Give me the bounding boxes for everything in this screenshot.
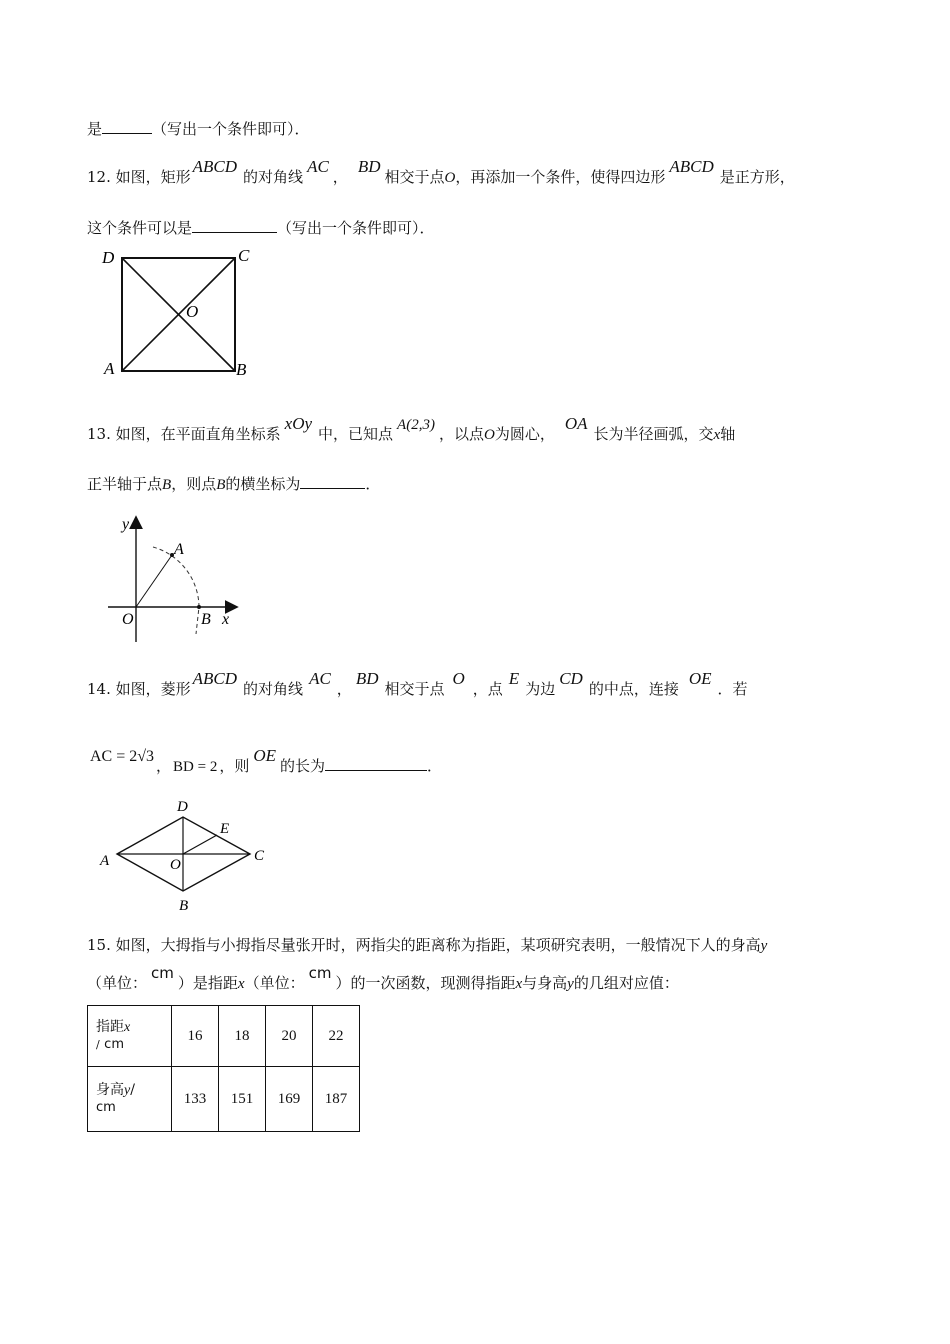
- q15-text: 如图，大拇指与小拇指尽量张开时，两指尖的距离称为指距，某项研究表明，一般情况下人的身高: [115, 936, 761, 954]
- table-row: [88, 1067, 360, 1132]
- q14-text: 相交于点: [384, 680, 445, 698]
- q14-line1: [87, 669, 748, 699]
- q15-math-x: x: [515, 976, 523, 992]
- q14-text: ，点: [472, 680, 503, 698]
- q15-number: 15.: [87, 936, 111, 954]
- q13-text: 正半轴于点: [87, 475, 163, 493]
- q15-unit-cm: cm: [308, 964, 332, 982]
- table-cell: 133: [172, 1067, 219, 1132]
- table-cell: 187: [313, 1067, 360, 1132]
- q15-text: ）的一次函数，现测得指距: [335, 974, 516, 992]
- q15-unit-cm: cm: [151, 964, 174, 982]
- q13-text: ，以点: [438, 425, 484, 443]
- q14-text: 为边: [525, 680, 556, 698]
- q11-line: [87, 119, 310, 139]
- label-a: A: [100, 853, 110, 869]
- table-cell: 169: [266, 1067, 313, 1132]
- table-cell: 151: [219, 1067, 266, 1132]
- q12-text: ，: [332, 168, 348, 186]
- q12-square-figure: [95, 243, 265, 383]
- q13-number: 13.: [87, 425, 111, 443]
- label-b: B: [179, 898, 189, 914]
- q13-math-oa: OA: [564, 414, 588, 433]
- label-c: C: [254, 848, 265, 864]
- q12-math-abcd2: ABCD: [669, 157, 714, 176]
- row-header-height: [88, 1067, 172, 1132]
- q14-text: ．: [427, 757, 443, 775]
- table-cell: 16: [172, 1006, 219, 1067]
- q13-text: 中，已知点: [318, 425, 394, 443]
- q12-text: 相交于点: [384, 168, 445, 186]
- table-cell: 18: [219, 1006, 266, 1067]
- label-d: D: [177, 799, 188, 815]
- header-unit: cm: [104, 1037, 124, 1052]
- q14-text: ．若: [717, 680, 748, 698]
- q14-text: 如图，菱形: [115, 680, 191, 698]
- q11-answer-blank[interactable]: [102, 119, 152, 134]
- q15-text: （单位：: [244, 974, 305, 992]
- q14-math-o: O: [452, 669, 465, 688]
- q13-math-xoy: xOy: [284, 414, 313, 433]
- label-d: D: [102, 248, 115, 267]
- q12-line1: [87, 157, 795, 188]
- header-var: y: [124, 1083, 131, 1098]
- q15-line2: [87, 964, 679, 994]
- q13-line2: [87, 474, 380, 495]
- label-b: B: [201, 611, 211, 628]
- q12-text: （写出一个条件即可）．: [277, 219, 435, 237]
- q14-line2: [90, 746, 443, 777]
- label-a: A: [104, 359, 115, 378]
- header-label: 身高: [96, 1082, 124, 1098]
- q11-suffix: （写出一个条件即可）．: [152, 120, 310, 138]
- q14-number: 14.: [87, 680, 111, 698]
- q13-text: 为圆心，: [494, 425, 555, 443]
- q13-text: ，则点: [171, 475, 217, 493]
- q14-math-bd-value: BD = 2: [173, 759, 218, 775]
- q14-text: ，: [336, 680, 352, 698]
- q15-text: （单位：: [87, 974, 148, 992]
- q13-text: ．: [365, 475, 381, 493]
- q14-math-cd: CD: [559, 669, 583, 688]
- q13-answer-blank[interactable]: [300, 474, 365, 489]
- q12-text: ，再添加一个条件，使得四边形: [455, 168, 666, 186]
- q14-rhombus-figure: [95, 795, 280, 920]
- label-o: O: [122, 611, 134, 628]
- label-o: O: [186, 302, 199, 321]
- q14-math-ac-value: AC = 2√3: [90, 748, 155, 765]
- q14-text: 的长为: [280, 757, 326, 775]
- q13-text: 的横坐标为: [225, 475, 301, 493]
- q15-math-y: y: [567, 976, 574, 992]
- q13-text: 长为半径画弧，交: [593, 425, 714, 443]
- q14-math-bd: BD: [355, 669, 379, 688]
- table-row: [88, 1006, 360, 1067]
- q14-text: 的对角线: [243, 680, 304, 698]
- q15-text: 的几组对应值：: [573, 974, 679, 992]
- table-cell: 22: [313, 1006, 360, 1067]
- q12-line2: [87, 218, 435, 238]
- label-o: O: [170, 857, 181, 873]
- q15-math-y: y: [760, 938, 768, 954]
- header-slash: /: [130, 1082, 135, 1098]
- q14-math-abcd: ABCD: [192, 669, 238, 688]
- q14-math-oe: OE: [688, 669, 712, 688]
- q15-math-x: x: [237, 976, 245, 992]
- q14-math-oe2: OE: [253, 746, 277, 765]
- q14-math-ac: AC: [309, 669, 331, 688]
- q13-text: 轴: [720, 425, 736, 443]
- q14-text: 的中点，连接: [588, 680, 679, 698]
- q15-line1: [87, 935, 767, 956]
- q15-data-table: [87, 1005, 360, 1132]
- q13-text: 如图，在平面直角坐标系: [115, 425, 281, 443]
- q12-text: 这个条件可以是: [87, 219, 193, 237]
- q12-math-bd: BD: [357, 157, 381, 176]
- header-slash: /: [96, 1038, 100, 1051]
- q14-math-e: E: [508, 669, 520, 688]
- q14-answer-blank[interactable]: [325, 756, 427, 771]
- q13-math-point-a: A(2,3): [397, 417, 435, 433]
- q13-math-x: x: [713, 427, 721, 443]
- header-var: x: [124, 1020, 131, 1035]
- q12-text: 是正方形，: [719, 168, 795, 186]
- q11-prefix: 是: [87, 120, 103, 138]
- q15-text: ）是指距: [177, 974, 238, 992]
- q12-math-abcd: ABCD: [192, 157, 238, 176]
- q13-line1: [87, 414, 736, 445]
- q12-text: 的对角线: [243, 168, 304, 186]
- label-x: x: [222, 611, 230, 628]
- label-b: B: [236, 360, 247, 379]
- q12-math-ac: AC: [307, 157, 329, 176]
- q13-math-b: B: [216, 477, 226, 493]
- q15-text: 与身高: [522, 974, 568, 992]
- q13-coordinate-figure: [100, 510, 250, 650]
- q12-math-o: O: [444, 170, 456, 186]
- q13-math-o: O: [483, 427, 495, 443]
- q14-text: ，则: [219, 757, 250, 775]
- q13-math-b: B: [162, 477, 172, 493]
- header-unit: cm: [96, 1100, 116, 1115]
- q12-answer-blank[interactable]: [192, 218, 277, 233]
- label-y: y: [122, 516, 130, 533]
- header-label: 指距: [96, 1019, 124, 1035]
- label-e: E: [220, 821, 230, 837]
- q14-text: ，: [156, 757, 172, 775]
- row-header-span: [88, 1006, 172, 1067]
- q12-text: 如图，矩形: [115, 168, 191, 186]
- table-cell: 20: [266, 1006, 313, 1067]
- q12-number: 12.: [87, 168, 111, 186]
- label-a: A: [174, 541, 184, 558]
- label-c: C: [238, 246, 250, 265]
